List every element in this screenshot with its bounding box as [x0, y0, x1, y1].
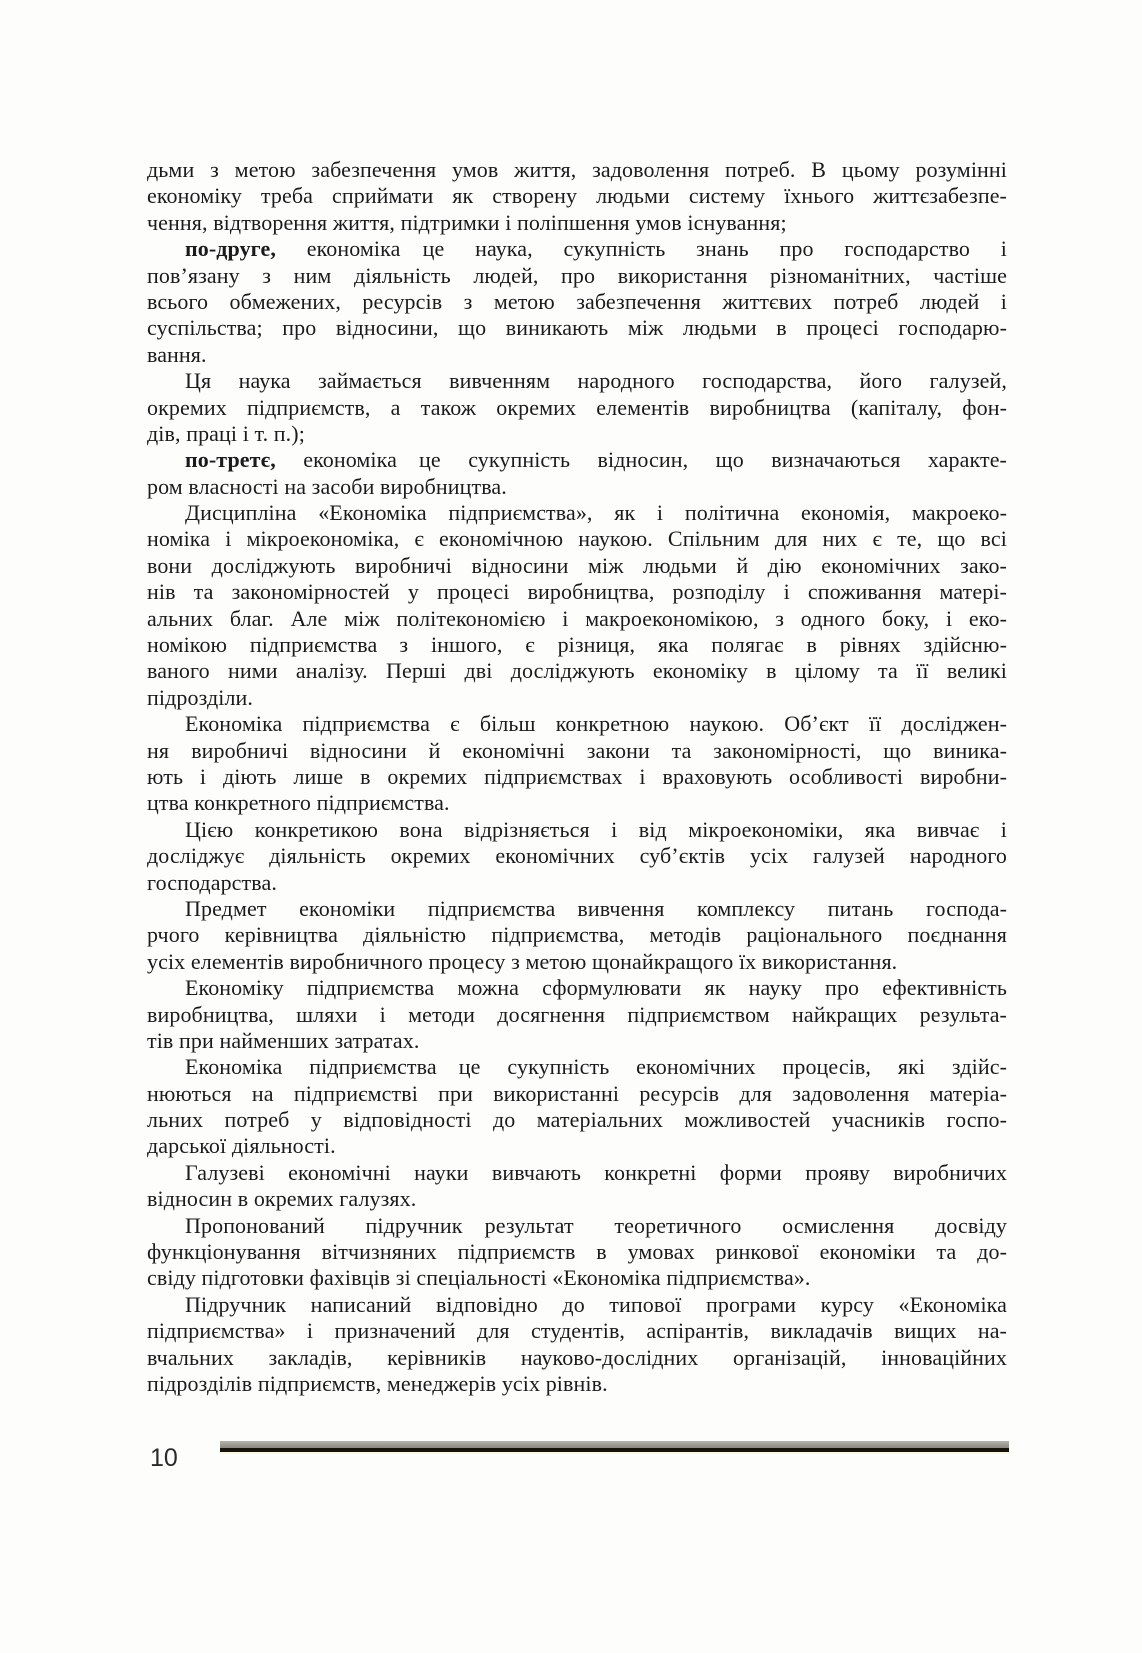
text-line: господарства.: [147, 869, 277, 895]
text-line: Цією конкретикою вона відрізняється і від мікроекономіки, яка вивчає і: [185, 816, 1007, 842]
text-line: [147, 236, 1007, 262]
footer-rule: [220, 1441, 1009, 1454]
paragraph: [147, 447, 1007, 500]
text-line: Економіка підприємства є більш конкретною наукою. Об’єкт її досліджен-: [185, 711, 1007, 737]
text-segment: економіка це сукупність відносин, що визначаються характе-: [275, 447, 1007, 473]
text-line: ють і діють лише в окремих підприємствах і враховують особливості виробни-: [147, 763, 1007, 789]
text-line: виробництва, шляхи і методи досягнення підприємством найкращих результа-: [147, 1001, 1007, 1027]
paragraph: [147, 500, 1007, 711]
text-line: нюються на підприємстві при використанні ресурсів для задоволення матеріа-: [147, 1080, 1007, 1106]
text-line: відносин в окремих галузях.: [147, 1186, 417, 1212]
footer-rule-gray-band: [220, 1441, 1009, 1448]
text-line: нів та закономірностей у процесі виробництва, розподілу і споживання матері-: [147, 579, 1007, 605]
paragraph: [147, 817, 1007, 896]
text-line: льних потреб у відповідності до матеріальних можливостей учасників госпо-: [147, 1107, 1007, 1133]
text-line: окремих підприємств, а також окремих елементів виробництва (капіталу, фон-: [147, 394, 1007, 420]
paragraph: [147, 896, 1007, 975]
text-block: [147, 157, 1007, 1397]
text-line: функціонування вітчизняних підприємств в умовах ринкової економіки та до-: [147, 1239, 1007, 1265]
text-line: Дисципліна «Економіка підприємства», як і політична економія, макроеко-: [185, 500, 1007, 526]
text-line: цтва конкретного підприємства.: [147, 790, 450, 816]
text-line: досліджує діяльність окремих економічних суб’єктів усіх галузей народного: [147, 843, 1007, 869]
text-line: вчальних закладів, керівників науково-дослідних організацій, інноваційних: [147, 1344, 1007, 1370]
paragraph: [147, 1213, 1007, 1292]
text-line: дарської діяльності.: [147, 1133, 336, 1159]
text-line: номіка і мікроекономіка, є економічною наукою. Спільним для них є те, що всі: [147, 526, 1007, 552]
text-line: тів при найменших затратах.: [147, 1027, 420, 1053]
text-line: ня виробничі відносини й економічні закони та закономірності, що виника-: [147, 737, 1007, 763]
paragraph: [147, 975, 1007, 1054]
text-line: всього обмежених, ресурсів з метою забезпечення життєвих потреб людей і: [147, 288, 1007, 314]
page-number: 10: [150, 1444, 178, 1472]
paragraph: [147, 368, 1007, 447]
paragraph: [147, 1160, 1007, 1213]
text-line: підрозділів підприємств, менеджерів усіх рівнів.: [147, 1370, 608, 1396]
text-line: Предмет економіки підприємства вивчення комплексу питань господа-: [185, 895, 1007, 921]
text-line: дів, праці і т. п.);: [147, 420, 305, 446]
text-line: дьми з метою забезпечення умов життя, задоволення потреб. В цьому розумінні: [147, 157, 1007, 182]
text-line: підрозділи.: [147, 684, 254, 710]
paragraph: [147, 157, 1007, 236]
paragraph: [147, 1054, 1007, 1160]
text-line: чення, відтворення життя, підтримки і поліпшення умов існування;: [147, 209, 787, 235]
text-line: номікою підприємства з іншого, є різниця, яка полягає в рівнях здійсню-: [147, 632, 1007, 658]
text-line: економіку треба сприймати як створену людьми систему їхнього життєзабезпе-: [147, 183, 1007, 209]
text-line: Підручник написаний відповідно до типової програми курсу «Економіка: [185, 1291, 1007, 1317]
paragraph: [147, 236, 1007, 368]
text-line: усіх елементів виробничного процесу з метою щонайкращого їх використання.: [147, 948, 898, 974]
text-line: суспільства; про відносини, що виникають між людьми в процесі господарю-: [147, 315, 1007, 341]
text-line: альних благ. Але між політекономією і макроекономікою, з одного боку, і еко-: [147, 605, 1007, 631]
text-line: пов’язану з ним діяльність людей, про використання різноманітних, частіше: [147, 262, 1007, 288]
text-segment: економіка це наука, сукупність знань про господарство і: [275, 236, 1007, 262]
bold-run-in: по-третє,: [185, 447, 276, 473]
text-line: вання.: [147, 341, 207, 367]
text-line: ром власності на засоби виробництва.: [147, 473, 507, 499]
text-line: вони досліджують виробничі відносини між людьми й дію економічних зако-: [147, 552, 1007, 578]
text-line: рчого керівництва діяльністю підприємства, методів раціонального поєднання: [147, 922, 1007, 948]
text-line: Ця наука займається вивченням народного господарства, його галузей,: [185, 368, 1007, 394]
text-line: ваного ними аналізу. Перші дві досліджують економіку в цілому та її великі: [147, 658, 1007, 684]
text-line: Економіку підприємства можна сформулювати як науку про ефективність: [185, 975, 1007, 1001]
text-line: Економіка підприємства це сукупність економічних процесів, які здійс-: [185, 1054, 1007, 1080]
text-line: свіду підготовки фахівців зі спеціальності «Економіка підприємства».: [147, 1265, 811, 1291]
text-line: підприємства» і призначений для студентів, аспірантів, викладачів вищих на-: [147, 1318, 1007, 1344]
footer-rule-highlight: [220, 1452, 1009, 1454]
text-line: [147, 447, 1007, 473]
text-line: Галузеві економічні науки вивчають конкретні форми прояву виробничих: [185, 1159, 1007, 1185]
text-line: Пропонований підручник результат теоретичного осмислення досвіду: [185, 1212, 1007, 1238]
bold-run-in: по-друге,: [185, 236, 276, 262]
paragraph: [147, 1292, 1007, 1398]
paragraph: [147, 711, 1007, 817]
